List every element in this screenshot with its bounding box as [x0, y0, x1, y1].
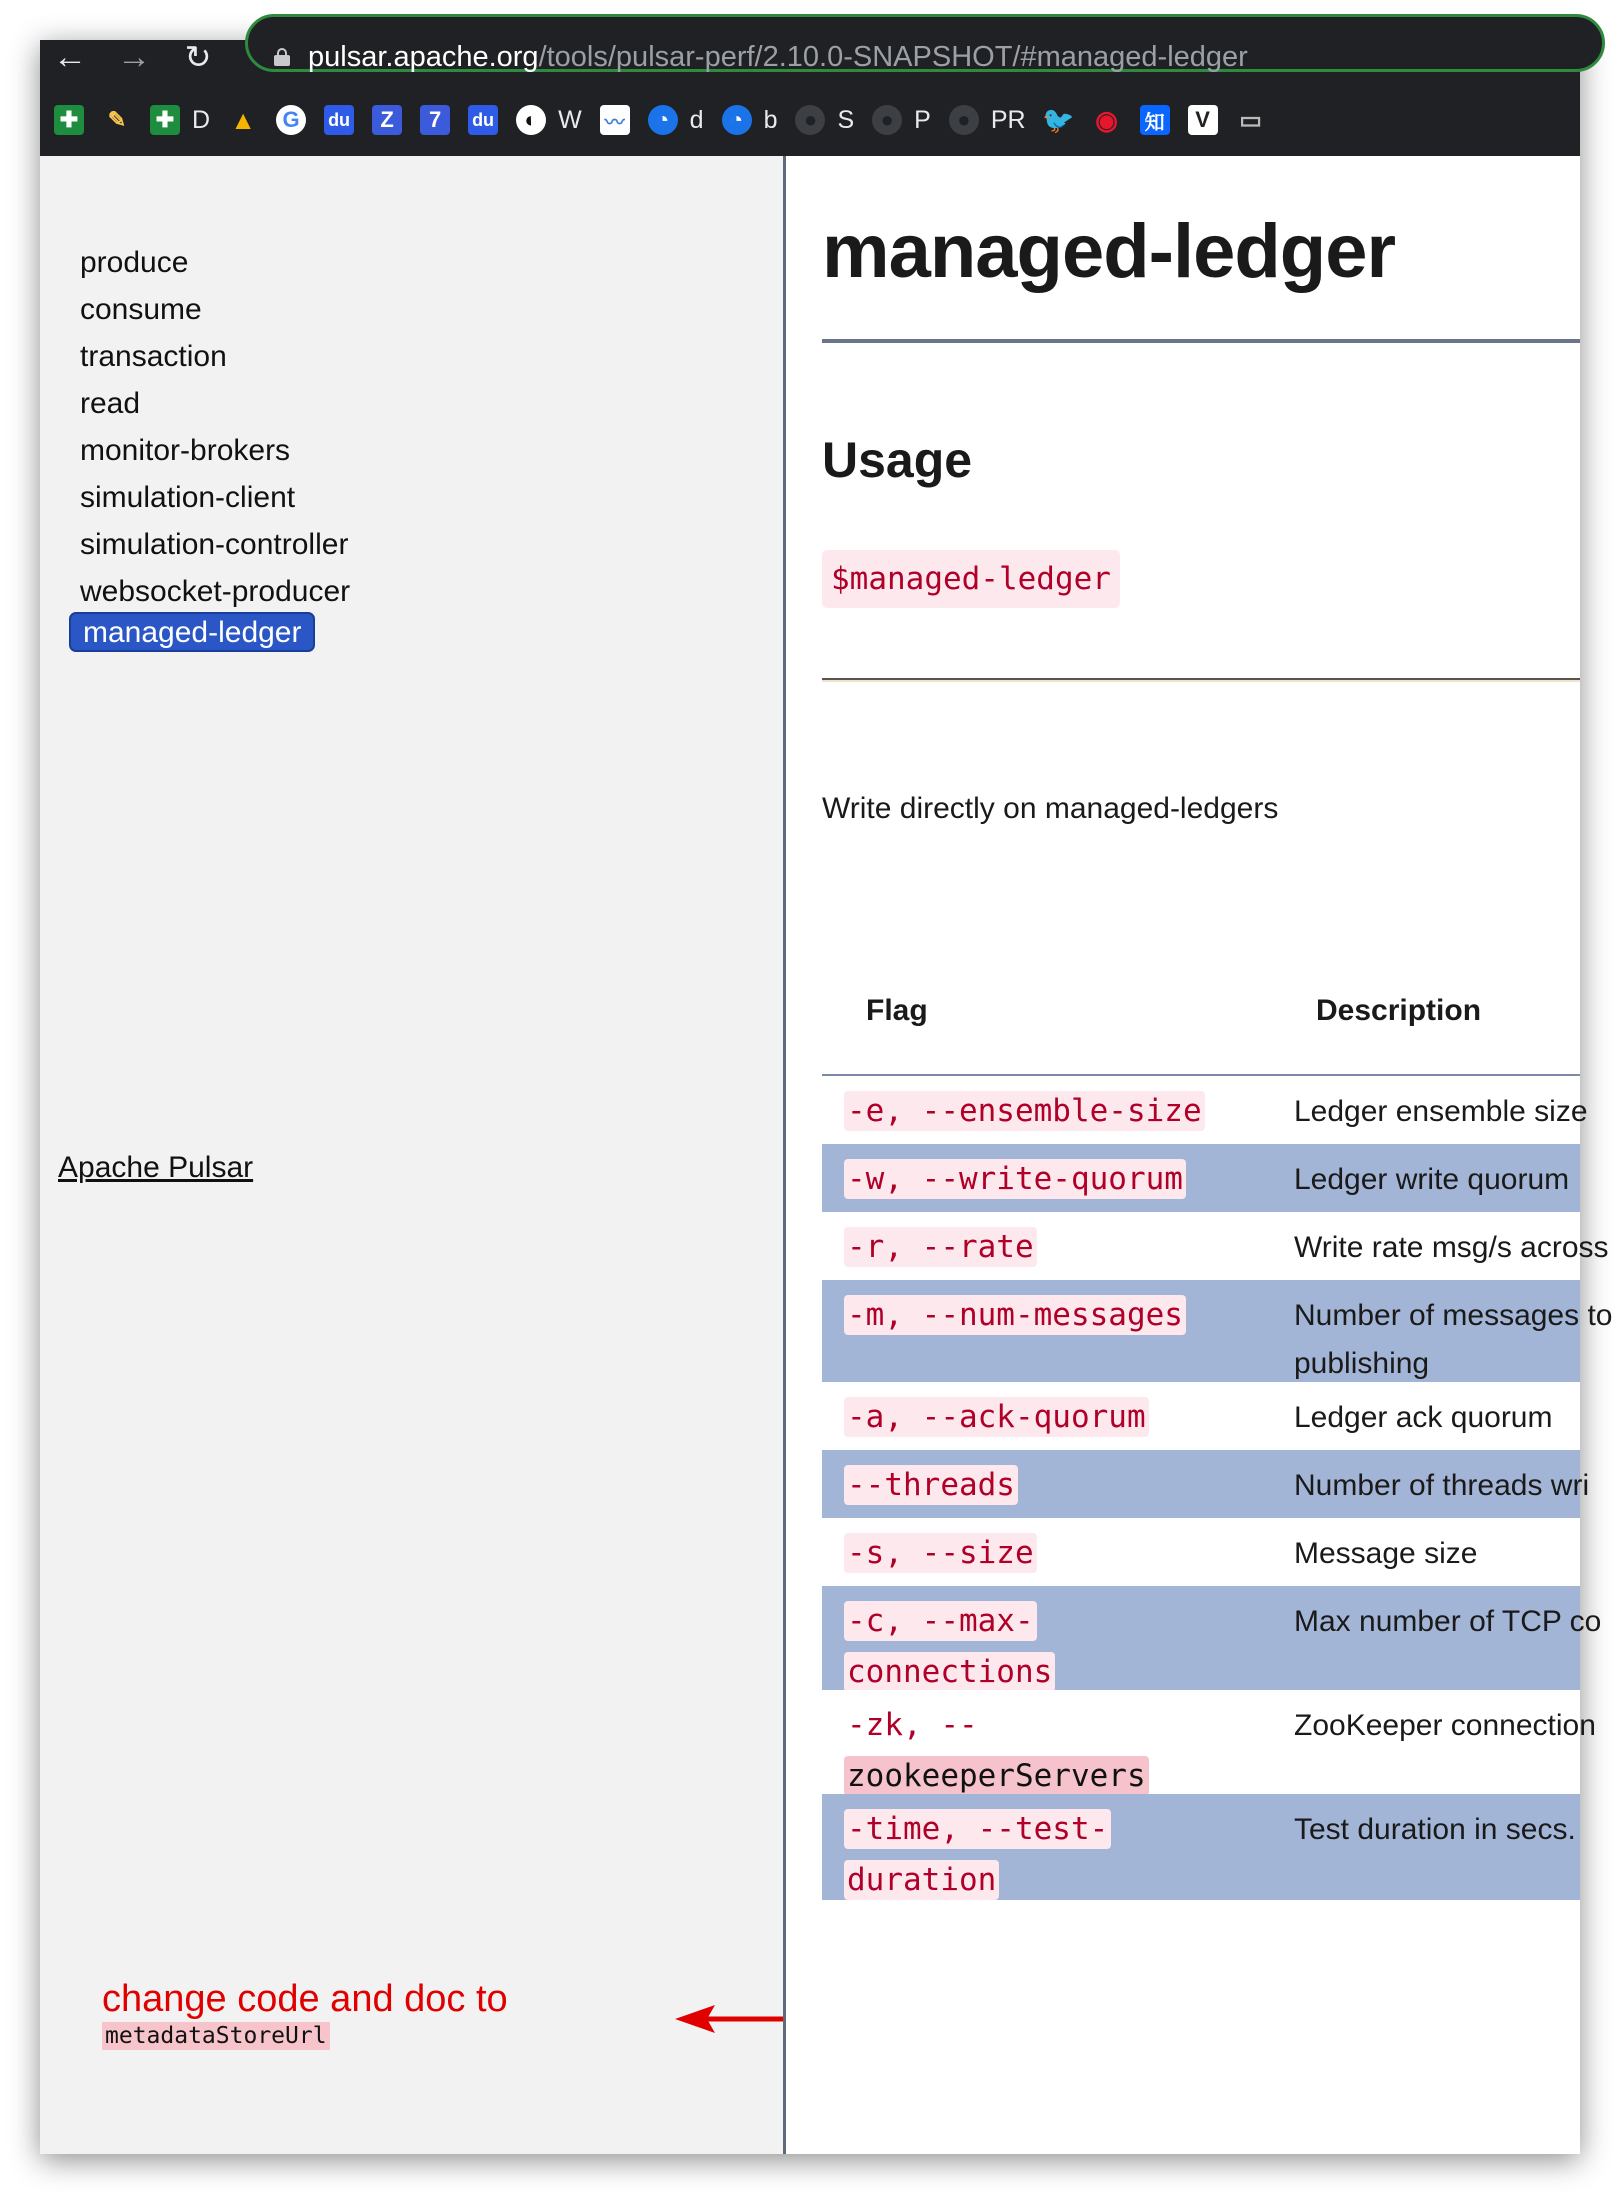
flag-code-line2: connections: [844, 1652, 1055, 1692]
description-text: Write rate msg/s across: [1294, 1231, 1609, 1264]
bookmark-label: d: [689, 105, 704, 134]
circle-blue-icon: ◔: [648, 105, 678, 135]
bookmark-item[interactable]: [54, 105, 84, 135]
bookmark-item[interactable]: [324, 105, 354, 135]
chart-icon: 〰: [600, 105, 630, 135]
flag-code-line2: duration: [844, 1860, 999, 1900]
description-text: ZooKeeper connection: [1294, 1709, 1596, 1742]
description-text-line2: publishing: [1294, 1347, 1430, 1380]
bookmark-item[interactable]: [1188, 105, 1218, 135]
github-icon: ●: [949, 105, 979, 135]
pencil-icon: ✎: [107, 107, 127, 132]
zhihu-icon: 知: [1140, 105, 1170, 135]
bookmark-item[interactable]: [1044, 105, 1074, 135]
google-drive-icon: ▲: [230, 104, 256, 135]
url-host: pulsar.apache.org: [308, 41, 539, 73]
calendar-7-icon: 7: [420, 105, 450, 135]
flag-cell: [844, 1804, 1264, 1906]
bookmark-item[interactable]: [872, 105, 931, 135]
flag-code: -w, --write-quorum: [844, 1159, 1186, 1199]
sidebar-item-simulation-client[interactable]: simulation-client: [80, 481, 296, 514]
description-cell: [1294, 1292, 1613, 1388]
description-cell: [1294, 1702, 1594, 1750]
sidebar-item-transaction[interactable]: transaction: [80, 340, 227, 373]
bookmark-item[interactable]: [949, 105, 1026, 135]
apache-pulsar-link[interactable]: Apache Pulsar: [58, 1151, 254, 1184]
bookmarks-bar: [54, 98, 1284, 142]
table-row: [822, 1586, 1602, 1690]
table-row: [822, 1794, 1580, 1900]
v-icon: V: [1188, 105, 1218, 135]
table-row: [822, 1518, 1580, 1586]
description-text: Max number of TCP co: [1294, 1605, 1602, 1638]
flag-code: -m, --num-messages: [844, 1295, 1186, 1335]
flag-cell: [844, 1154, 1264, 1205]
description-text: Ledger ack quorum: [1294, 1401, 1553, 1434]
forward-arrow-icon[interactable]: →: [117, 38, 151, 76]
description-cell: [1294, 1462, 1594, 1510]
flag-cell: [844, 1528, 1264, 1579]
baidu-paw-icon: du: [468, 105, 498, 135]
sidebar-item-produce[interactable]: produce: [80, 246, 189, 279]
bookmark-item[interactable]: [372, 105, 402, 135]
usage-heading: Usage: [822, 432, 973, 488]
annotation-code: metadataStoreUrl: [102, 2022, 330, 2050]
section-divider: [822, 678, 1580, 682]
bookmark-item[interactable]: [648, 105, 704, 135]
flag-cell: [844, 1086, 1264, 1137]
main-content: [786, 156, 1613, 2154]
command-description: Write directly on managed-ledgers: [822, 792, 1279, 825]
bookmark-item[interactable]: [1092, 105, 1122, 135]
flag-cell: [844, 1460, 1264, 1511]
bookmark-item[interactable]: [102, 105, 132, 135]
table-row: [822, 1212, 1609, 1280]
bookmark-label: b: [763, 105, 778, 134]
flag-code-line2: zookeeperServers: [844, 1756, 1149, 1796]
globe-icon: ◐: [516, 105, 546, 135]
flag-cell: [844, 1596, 1264, 1698]
bookmark-item[interactable]: [516, 105, 582, 135]
bookmark-label: PR: [990, 105, 1026, 134]
bookmark-label: P: [914, 105, 931, 134]
sidebar-item-websocket-producer[interactable]: websocket-producer: [80, 575, 351, 608]
green-plus-icon: ✚: [150, 105, 180, 135]
sidebar-item-monitor-brokers[interactable]: monitor-brokers: [80, 434, 291, 467]
title-divider: [822, 339, 1580, 343]
page-title: managed-ledger: [822, 209, 1396, 294]
column-header-flag: Flag: [866, 994, 928, 1027]
bookmark-item[interactable]: [1236, 105, 1266, 135]
bookmark-item[interactable]: [420, 105, 450, 135]
sidebar-item-consume[interactable]: consume: [80, 293, 202, 326]
bookmark-item[interactable]: [150, 105, 210, 135]
table-row: [822, 1144, 1580, 1212]
description-cell: [1294, 1156, 1594, 1204]
bookmark-item[interactable]: [722, 105, 778, 135]
bookmark-label: S: [837, 105, 855, 134]
table-row: [822, 1690, 1596, 1794]
usage-code: $managed-ledger: [822, 550, 1120, 608]
url-text[interactable]: [308, 41, 1248, 74]
url-path: /tools/pulsar-perf/2.10.0-SNAPSHOT/#managed-ledger: [538, 41, 1248, 73]
weibo-icon: ◉: [1095, 104, 1118, 135]
description-cell: [1294, 1224, 1609, 1272]
sidebar: [40, 156, 783, 2154]
browser-toolbar: [40, 40, 1580, 156]
flag-code: --threads: [844, 1465, 1018, 1505]
lock-icon[interactable]: [274, 48, 290, 66]
description-text: Test duration in secs.: [1294, 1813, 1576, 1846]
flag-code: -a, --ack-quorum: [844, 1397, 1149, 1437]
green-plus-icon: ✚: [54, 105, 84, 135]
baidu-paw-icon: du: [324, 105, 354, 135]
column-header-description: Description: [1316, 994, 1482, 1027]
sidebar-item-simulation-controller[interactable]: simulation-controller: [80, 528, 349, 561]
table-row: [822, 1382, 1580, 1450]
table-row: [822, 1076, 1588, 1144]
flag-code-line1: -time, --test-: [844, 1809, 1111, 1849]
description-text: Ledger ensemble size: [1294, 1095, 1588, 1128]
flag-code-line1: -zk, --: [847, 1707, 978, 1743]
twitter-icon: 🐦: [1042, 104, 1075, 135]
description-cell: [1294, 1088, 1594, 1136]
bookmark-item[interactable]: [795, 105, 854, 135]
bookmark-label: D: [192, 105, 211, 134]
bookmark-item[interactable]: [600, 105, 630, 135]
flag-code: -s, --size: [844, 1533, 1037, 1573]
circle-blue-icon: ◔: [722, 105, 752, 135]
sidebar-item-managed-ledger[interactable]: managed-ledger: [69, 612, 315, 652]
description-cell: [1294, 1598, 1602, 1646]
description-text: Message size: [1294, 1537, 1478, 1570]
flag-cell: [844, 1222, 1264, 1273]
bookmark-item[interactable]: [228, 105, 258, 135]
flag-code: -r, --rate: [844, 1227, 1037, 1267]
github-icon: ●: [872, 105, 902, 135]
table-row: [822, 1280, 1613, 1382]
flag-cell: [844, 1290, 1264, 1341]
browser-window: [40, 38, 1613, 2154]
annotation-note: change code and doc to: [102, 1978, 508, 2020]
address-bar[interactable]: [245, 14, 1605, 72]
description-text: Ledger write quorum: [1294, 1163, 1570, 1196]
flag-code: -e, --ensemble-size: [844, 1091, 1205, 1131]
description-cell: [1294, 1394, 1594, 1442]
folder-icon: ▭: [1239, 106, 1262, 134]
github-icon: ●: [795, 105, 825, 135]
back-arrow-icon[interactable]: ←: [53, 38, 87, 76]
description-text: Number of messages to: [1294, 1299, 1613, 1332]
google-icon: G: [276, 105, 306, 135]
table-row: [822, 1450, 1590, 1518]
bookmark-item[interactable]: [1140, 105, 1170, 135]
reload-icon[interactable]: ↻: [184, 39, 212, 75]
flag-code-line1: -c, --max-: [844, 1601, 1037, 1641]
description-cell: [1294, 1530, 1594, 1578]
flag-cell: [844, 1392, 1264, 1443]
description-text: Number of threads wri: [1294, 1469, 1590, 1502]
bookmark-item[interactable]: [468, 105, 498, 135]
bookmark-label: W: [558, 105, 582, 134]
z-icon: Z: [372, 105, 402, 135]
sidebar-item-read[interactable]: read: [80, 387, 141, 420]
bookmark-item[interactable]: [276, 105, 306, 135]
description-cell: [1294, 1806, 1594, 1854]
flag-cell: [844, 1700, 1264, 1802]
